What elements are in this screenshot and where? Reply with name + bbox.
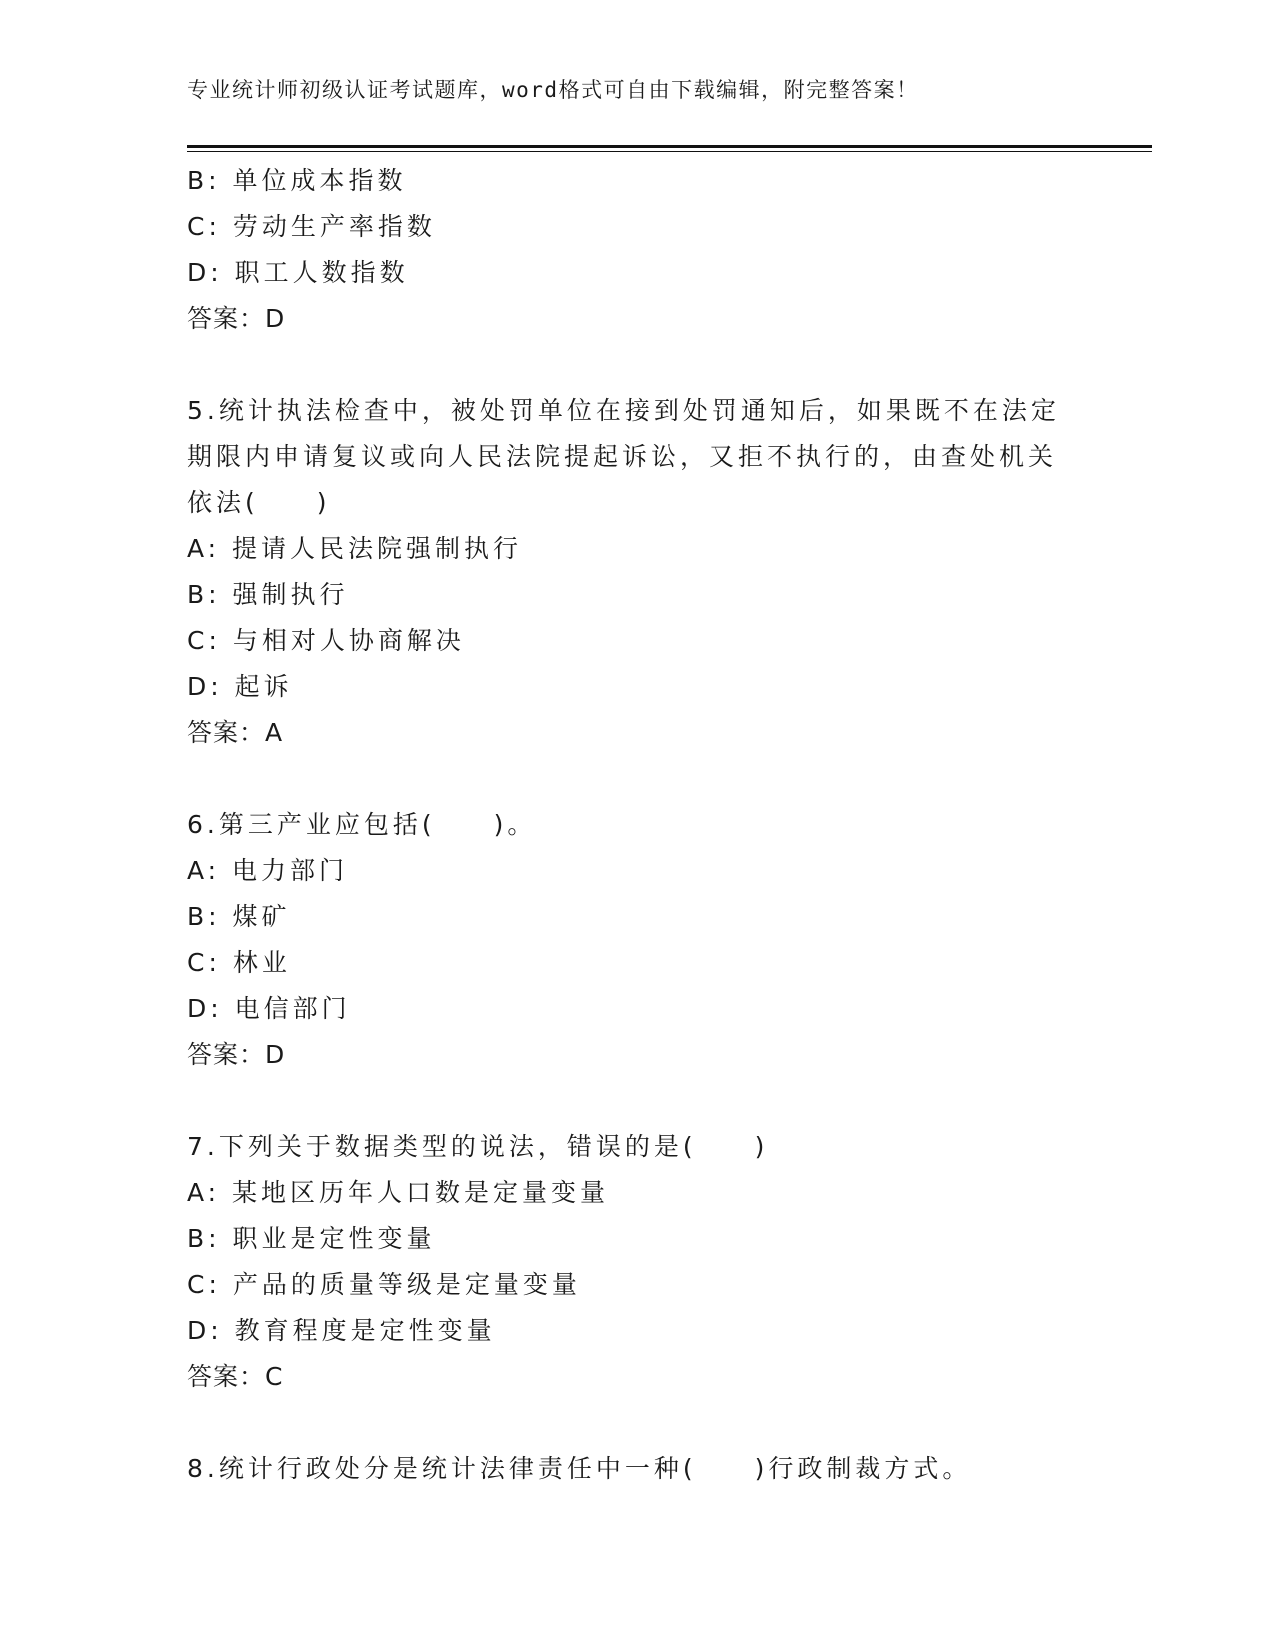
option-c: C: 林业 xyxy=(187,948,291,977)
option-d: D: 教育程度是定性变量 xyxy=(187,1316,496,1345)
option-b: B: 单位成本指数 xyxy=(187,166,407,195)
question-block-prev xyxy=(187,158,1087,342)
question-block-7 xyxy=(187,1124,1087,1400)
spacer xyxy=(187,1400,1087,1446)
header-rule-thin xyxy=(187,151,1152,152)
spacer xyxy=(187,756,1087,802)
option-c: C: 与相对人协商解决 xyxy=(187,626,465,655)
option-d: D: 起诉 xyxy=(187,672,293,701)
question-stem-line: 8.统计行政处分是统计法律责任中一种( )行政制裁方式。 xyxy=(187,1454,972,1483)
option-c: C: 劳动生产率指数 xyxy=(187,212,436,241)
option-c: C: 产品的质量等级是定量变量 xyxy=(187,1270,581,1299)
answer-line: 答案：D xyxy=(187,1040,286,1069)
question-stem-line: 7.下列关于数据类型的说法，错误的是( ) xyxy=(187,1132,769,1161)
spacer xyxy=(187,342,1087,388)
question-stem-line: 依法( ) xyxy=(187,488,331,517)
option-b: B: 煤矿 xyxy=(187,902,291,931)
question-block-8 xyxy=(187,1446,1087,1492)
question-block-5 xyxy=(187,388,1087,756)
option-a: A: 某地区历年人口数是定量变量 xyxy=(187,1178,610,1207)
option-d: D: 职工人数指数 xyxy=(187,258,409,287)
option-a: A: 提请人民法院强制执行 xyxy=(187,534,523,563)
answer-line: 答案：A xyxy=(187,718,284,747)
option-a: A: 电力部门 xyxy=(187,856,349,885)
header-rule-thick xyxy=(187,145,1152,148)
question-block-6 xyxy=(187,802,1087,1078)
question-stem-line: 期限内申请复议或向人民法院提起诉讼，又拒不执行的，由查处机关 xyxy=(187,442,1058,471)
option-b: B: 强制执行 xyxy=(187,580,349,609)
question-stem-line: 5.统计执法检查中，被处罚单位在接到处罚通知后，如果既不在法定 xyxy=(187,396,1060,425)
answer-line: 答案：D xyxy=(187,304,286,333)
page-header: 专业统计师初级认证考试题库，word格式可自由下载编辑，附完整答案！ xyxy=(187,78,919,102)
answer-line: 答案：C xyxy=(187,1362,284,1391)
spacer xyxy=(187,1078,1087,1124)
option-b: B: 职业是定性变量 xyxy=(187,1224,436,1253)
question-stem-line: 6.第三产业应包括( )。 xyxy=(187,810,537,839)
question-content xyxy=(187,158,1087,1492)
option-d: D: 电信部门 xyxy=(187,994,351,1023)
